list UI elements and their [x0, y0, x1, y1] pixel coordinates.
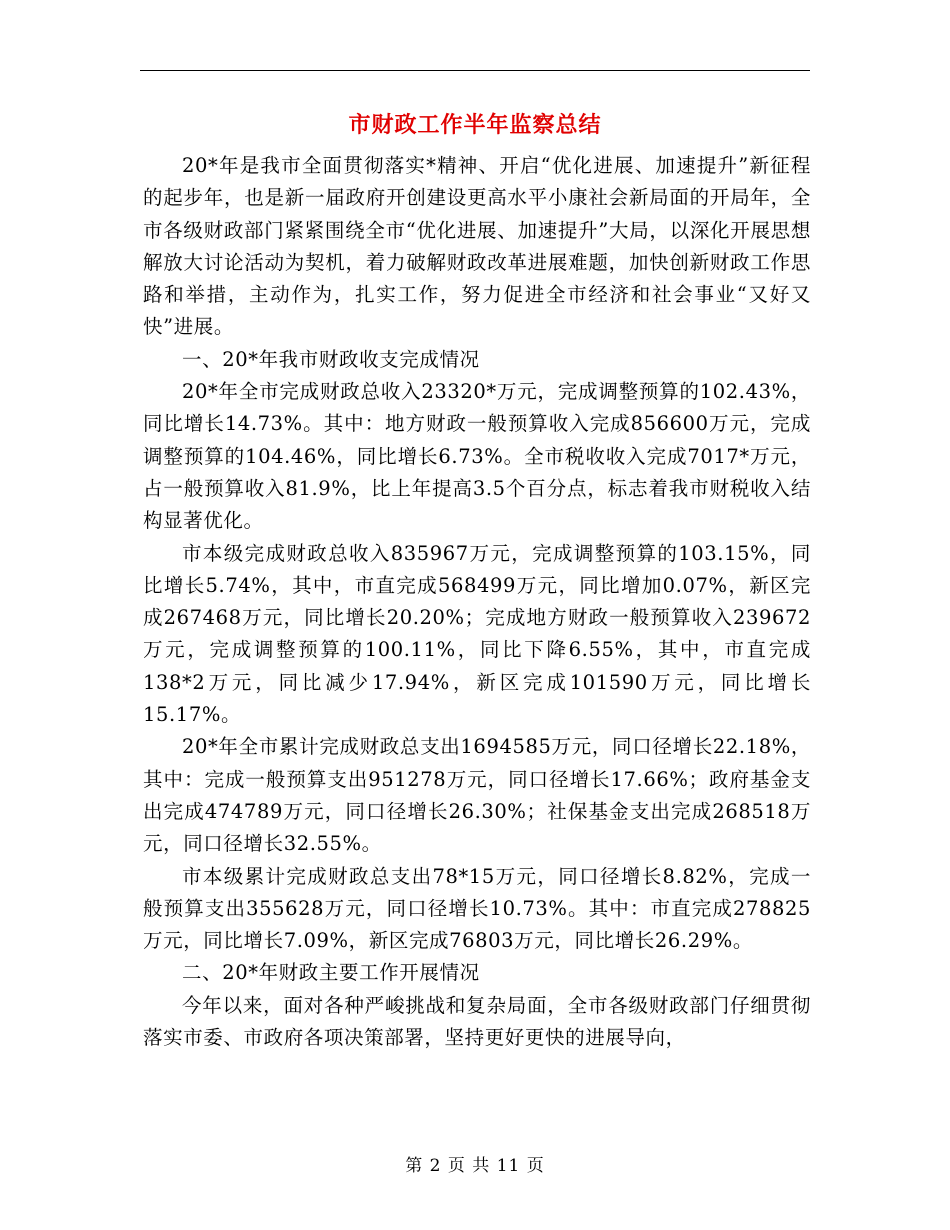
paragraph-citywide-expenditure: 20*年全市累计完成财政总支出1694585万元，同口径增长22.18%，其中：完成一般预算支出951278万元，同口径增长17.66%；政府基金支出完成474789万元，同口径增长26.30%；社保基金支出完成268518万元，同口径增长32.55%。 — [143, 735, 811, 856]
document-body — [143, 150, 811, 1054]
section-heading-2: 二、20*年财政主要工作开展情况 — [182, 961, 480, 985]
paragraph-intro: 20*年是我市全面贯彻落实*精神、开启“优化进展、加速提升”新征程的起步年，也是新一届政府开创建设更高水平小康社会新局面的开局年，全市各级财政部门紧紧围绕全市“优化进展、加速提升”大局，以深化开展思想解放大讨论活动为契机，着力破解财政改革进展难题，加快创新财政工作思路和举措，主动作为，扎实工作，努力促进全市经济和社会事业“又好又快”进展。 — [143, 154, 811, 339]
paragraph-citywide-revenue: 20*年全市完成财政总收入23320*万元，完成调整预算的102.43%，同比增长14.73%。其中：地方财政一般预算收入完成856600万元，完成调整预算的104.46%，同比增长6.73%。全市税收收入完成7017*万元，占一般预算收入81.9%，比上年提高3.5个百分点，标志着我市财税收入结构显著优化。 — [143, 380, 811, 533]
header-rule — [140, 70, 810, 71]
paragraph-work-overview: 今年以来，面对各种严峻挑战和复杂局面，全市各级财政部门仔细贯彻落实市委、市政府各项决策部署，坚持更好更快的进展导向， — [143, 993, 811, 1050]
section-heading-1: 一、20*年我市财政收支完成情况 — [182, 347, 480, 371]
paragraph-city-level-revenue: 市本级完成财政总收入835967万元，完成调整预算的103.15%，同比增长5.74%，其中，市直完成568499万元，同比增加0.07%，新区完成267468万元，同比增长20.20%；完成地方财政一般预算收入239672万元，完成调整预算的100.11%，同比下降6.55%，其中，市直完成138*2万元，同比减少17.94%，新区完成101590万元，同比增长15.17%。 — [143, 541, 811, 727]
page-footer: 第 2 页 共 11 页 — [405, 1156, 545, 1176]
document-title: 市财政工作半年监察总结 — [348, 112, 602, 138]
paragraph-city-level-expenditure: 市本级累计完成财政总支出78*15万元，同口径增长8.82%，完成一般预算支出355628万元，同口径增长10.73%。其中：市直完成278825万元，同比增长7.09%，新区完成76803万元，同比增长26.29%。 — [143, 864, 811, 953]
